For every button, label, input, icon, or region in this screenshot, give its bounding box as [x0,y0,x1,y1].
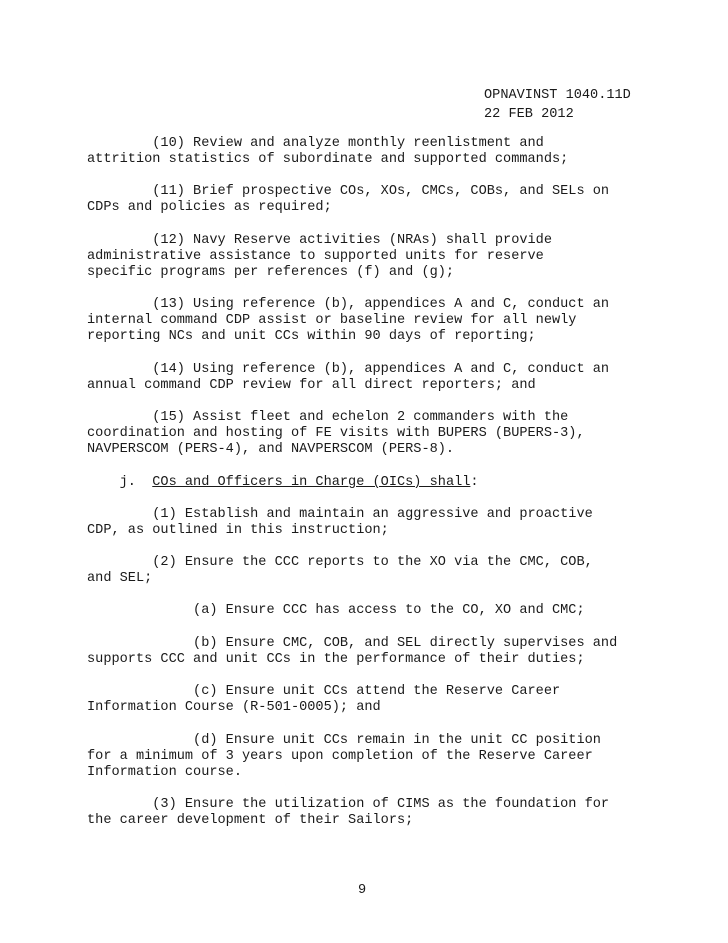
instruction-number: OPNAVINST 1040.11D [484,88,631,103]
item-2d-line-3: Information course. [87,765,242,780]
item-2-line-2: and SEL; [87,571,153,586]
item-2b-line-2: supports CCC and unit CCs in the performance of their duties; [87,652,585,667]
para-12-line-2: administrative assistance to supported units for reserve [87,249,544,264]
para-12-line-1: (12) Navy Reserve activities (NRAs) shall provide [87,233,552,248]
para-15-line-2: coordination and hosting of FE visits with BUPERS (BUPERS-3), [87,426,585,441]
para-10-line-1: (10) Review and analyze monthly reenlistment and [87,136,544,151]
item-2b-line-1: (b) Ensure CMC, COB, and SEL directly supervises and [87,636,618,651]
item-2a-line-1: (a) Ensure CCC has access to the CO, XO and CMC; [87,603,585,618]
para-10-line-2: attrition statistics of subordinate and supported commands; [87,152,569,167]
para-15-line-3: NAVPERSCOM (PERS-4), and NAVPERSCOM (PERS-8). [87,442,455,457]
item-3-line-1: (3) Ensure the utilization of CIMS as the foundation for [87,797,610,812]
para-15-line-1: (15) Assist fleet and echelon 2 commanders with the [87,410,569,425]
item-3-line-2: the career development of their Sailors; [87,813,414,828]
item-2-line-1: (2) Ensure the CCC reports to the XO via the CMC, COB, [87,555,593,570]
para-11-line-1: (11) Brief prospective COs, XOs, CMCs, COBs, and SELs on [87,184,610,199]
item-2d-line-1: (d) Ensure unit CCs remain in the unit CC position [87,733,601,748]
page-number: 9 [358,883,367,898]
para-11-line-2: CDPs and policies as required; [87,200,332,215]
para-12-line-3: specific programs per references (f) and (g); [87,265,455,280]
para-13-line-3: reporting NCs and unit CCs within 90 days of reporting; [87,329,536,344]
item-2c-line-2: Information Course (R-501-0005); and [87,700,381,715]
item-2d-line-2: for a minimum of 3 years upon completion of the Reserve Career [87,749,593,764]
item-2c-line-1: (c) Ensure unit CCs attend the Reserve Career [87,684,561,699]
section-j-label: j. [87,475,153,490]
para-13-line-2: internal command CDP assist or baseline review for all newly [87,313,577,328]
para-13-line-1: (13) Using reference (b), appendices A and C, conduct an [87,297,610,312]
item-1-line-2: CDP, as outlined in this instruction; [87,523,389,538]
instruction-date: 22 FEB 2012 [484,107,574,122]
para-14-line-2: annual command CDP review for all direct reporters; and [87,378,536,393]
item-1-line-1: (1) Establish and maintain an aggressive and proactive [87,507,593,522]
section-j-heading [87,475,479,491]
document-header [484,86,631,124]
para-14-line-1: (14) Using reference (b), appendices A and C, conduct an [87,362,610,377]
section-j-colon: : [470,475,479,490]
section-j-title: COs and Officers in Charge (OICs) shall [152,475,471,490]
